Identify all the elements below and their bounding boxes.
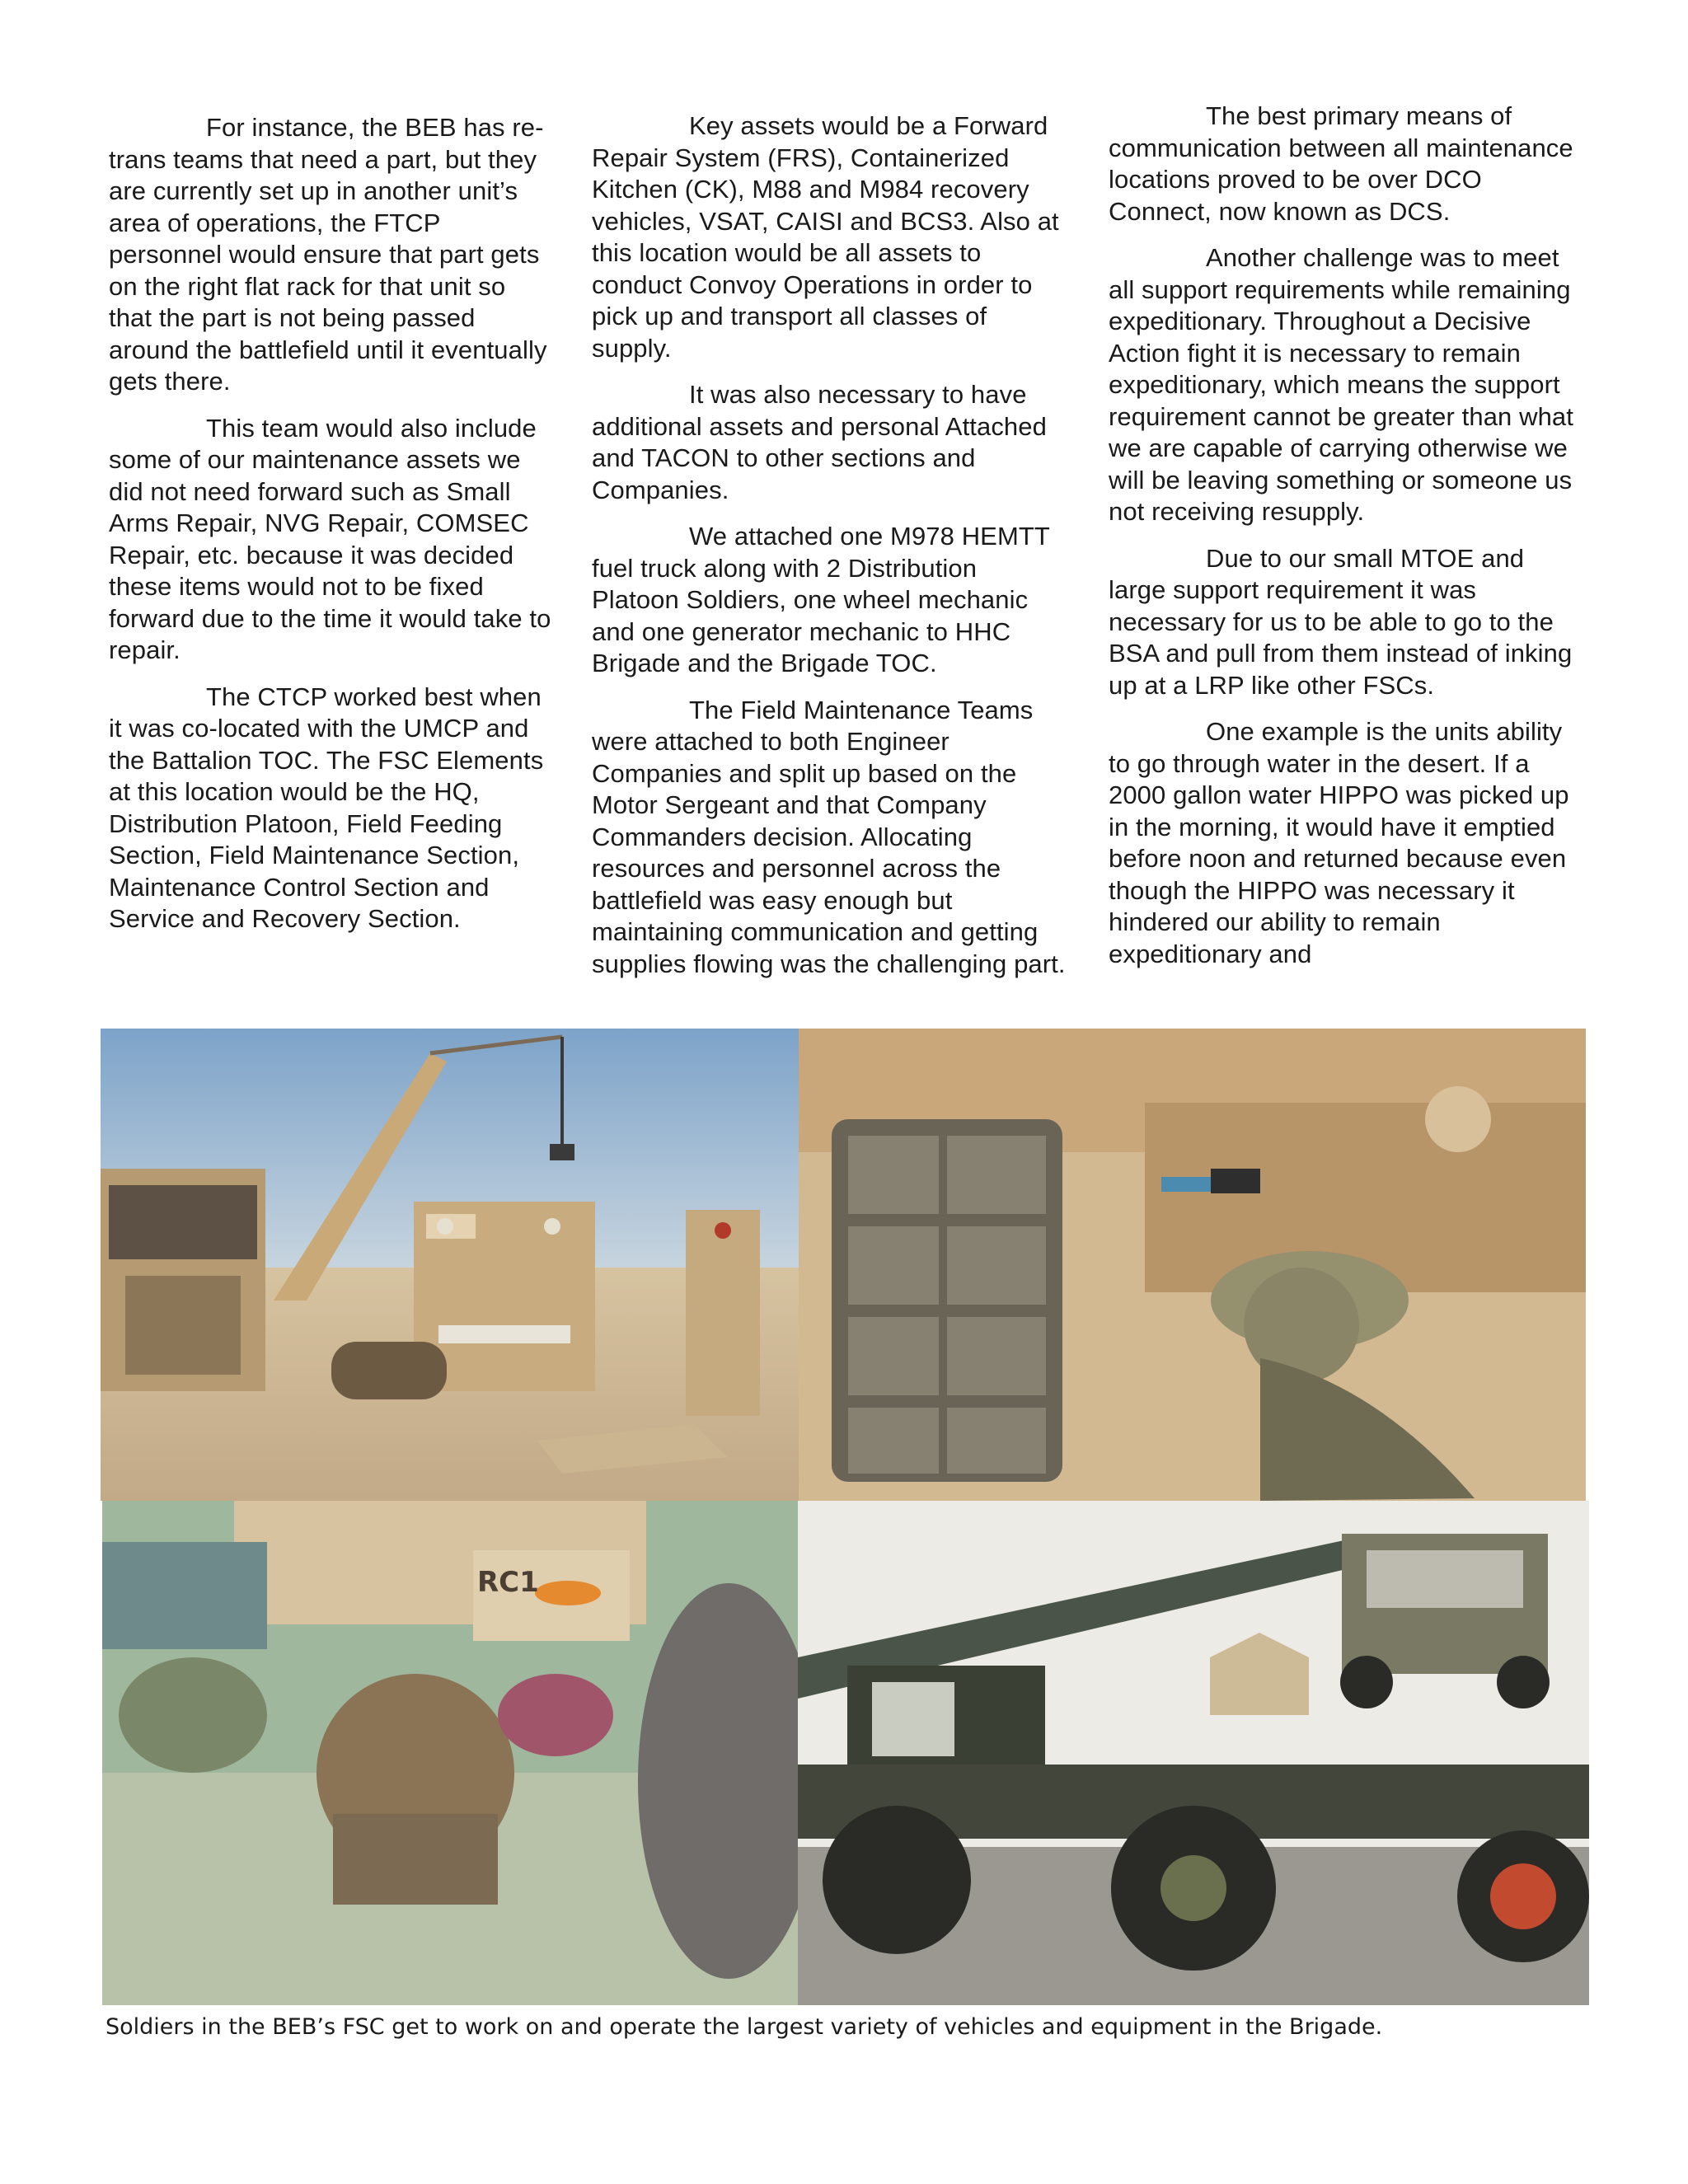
paragraph: The Field Maintenance Teams were attached to both Engineer Companies and split up based on the Motor Sergeant and that Company Commanders decision. Allocating resources and personnel across the battlefield was easy enough but maintaining communication and getting supplies flowing was the challenging part.	[592, 695, 1066, 978]
paragraph: Due to our small MTOE and large support requirement it was necessary for us to be able to go to the BSA and pull from them instead of inking up at a LRP like other FSCs.	[1109, 543, 1573, 700]
photo-recovery-vehicle-crane	[101, 1029, 799, 1501]
photo-soldiers-under-vehicle	[102, 1501, 798, 2005]
paragraph: Another challenge was to meet all support requirements while remaining expeditionary. Throughout a Decisive Action fight it is necessary to remain expeditionary, which means the support requirement cannot be greater than what we are capable of carrying otherwise we will be leaving something or someone us not receiving resupply.	[1109, 243, 1573, 526]
paragraph: For instance, the BEB has re-trans teams that need a part, but they are currently set up in another unit’s area of operations, the FTCP personnel would ensure that part gets on the right flat rack for that unit so that the part is not being passed around the battlefield until it eventually gets there.	[109, 113, 547, 396]
paragraph: The best primary means of communication between all maintenance locations proved to be over DCO Connect, now known as DCS.	[1109, 101, 1573, 226]
text-column-2	[592, 110, 1068, 995]
text-column-1	[109, 112, 554, 950]
paragraph: This team would also include some of our maintenance assets we did not need forward such as Small Arms Repair, NVG Repair, COMSEC Repair, etc. because it was decided these items would not to be fixed forward due to the time it would take to repair.	[109, 413, 551, 664]
photo-caption: Soldiers in the BEB’s FSC get to work on and operate the largest variety of vehicles and equipment in the Brigade.	[106, 2014, 1383, 2040]
photo-telehandler-lifting-vehicle	[798, 1501, 1589, 2005]
paragraph: It was also necessary to have additional assets and personal Attached and TACON to other sections and Companies.	[592, 380, 1047, 504]
photo-soldier-track-repair	[799, 1029, 1586, 1501]
paragraph: We attached one M978 HEMTT fuel truck along with 2 Distribution Platoon Soldiers, one wheel mechanic and one generator mechanic to HHC Brigade and the Brigade TOC.	[592, 522, 1050, 677]
bumper-marking: RC1	[477, 1566, 539, 1599]
paragraph: The CTCP worked best when it was co-located with the UMCP and the Battalion TOC. The FSC Elements at this location would be the HQ, Distribution Platoon, Field Feeding Section, Field Maintenance Section, Maintenance Control Section and Service and Recovery Section.	[109, 682, 544, 933]
text-column-3	[1109, 101, 1587, 985]
paragraph: One example is the units ability to go through water in the desert. If a 2000 gallon water HIPPO was picked up in the morning, it would have it emptied before noon and returned because even though the HIPPO was necessary it hindered our ability to remain expeditionary and	[1109, 717, 1569, 968]
paragraph: Key assets would be a Forward Repair System (FRS), Containerized Kitchen (CK), M88 and M984 recovery vehicles, VSAT, CAISI and BCS3. Also at this location would be all assets to conduct Convoy Operations in order to pick up and transport all classes of supply.	[592, 111, 1059, 363]
